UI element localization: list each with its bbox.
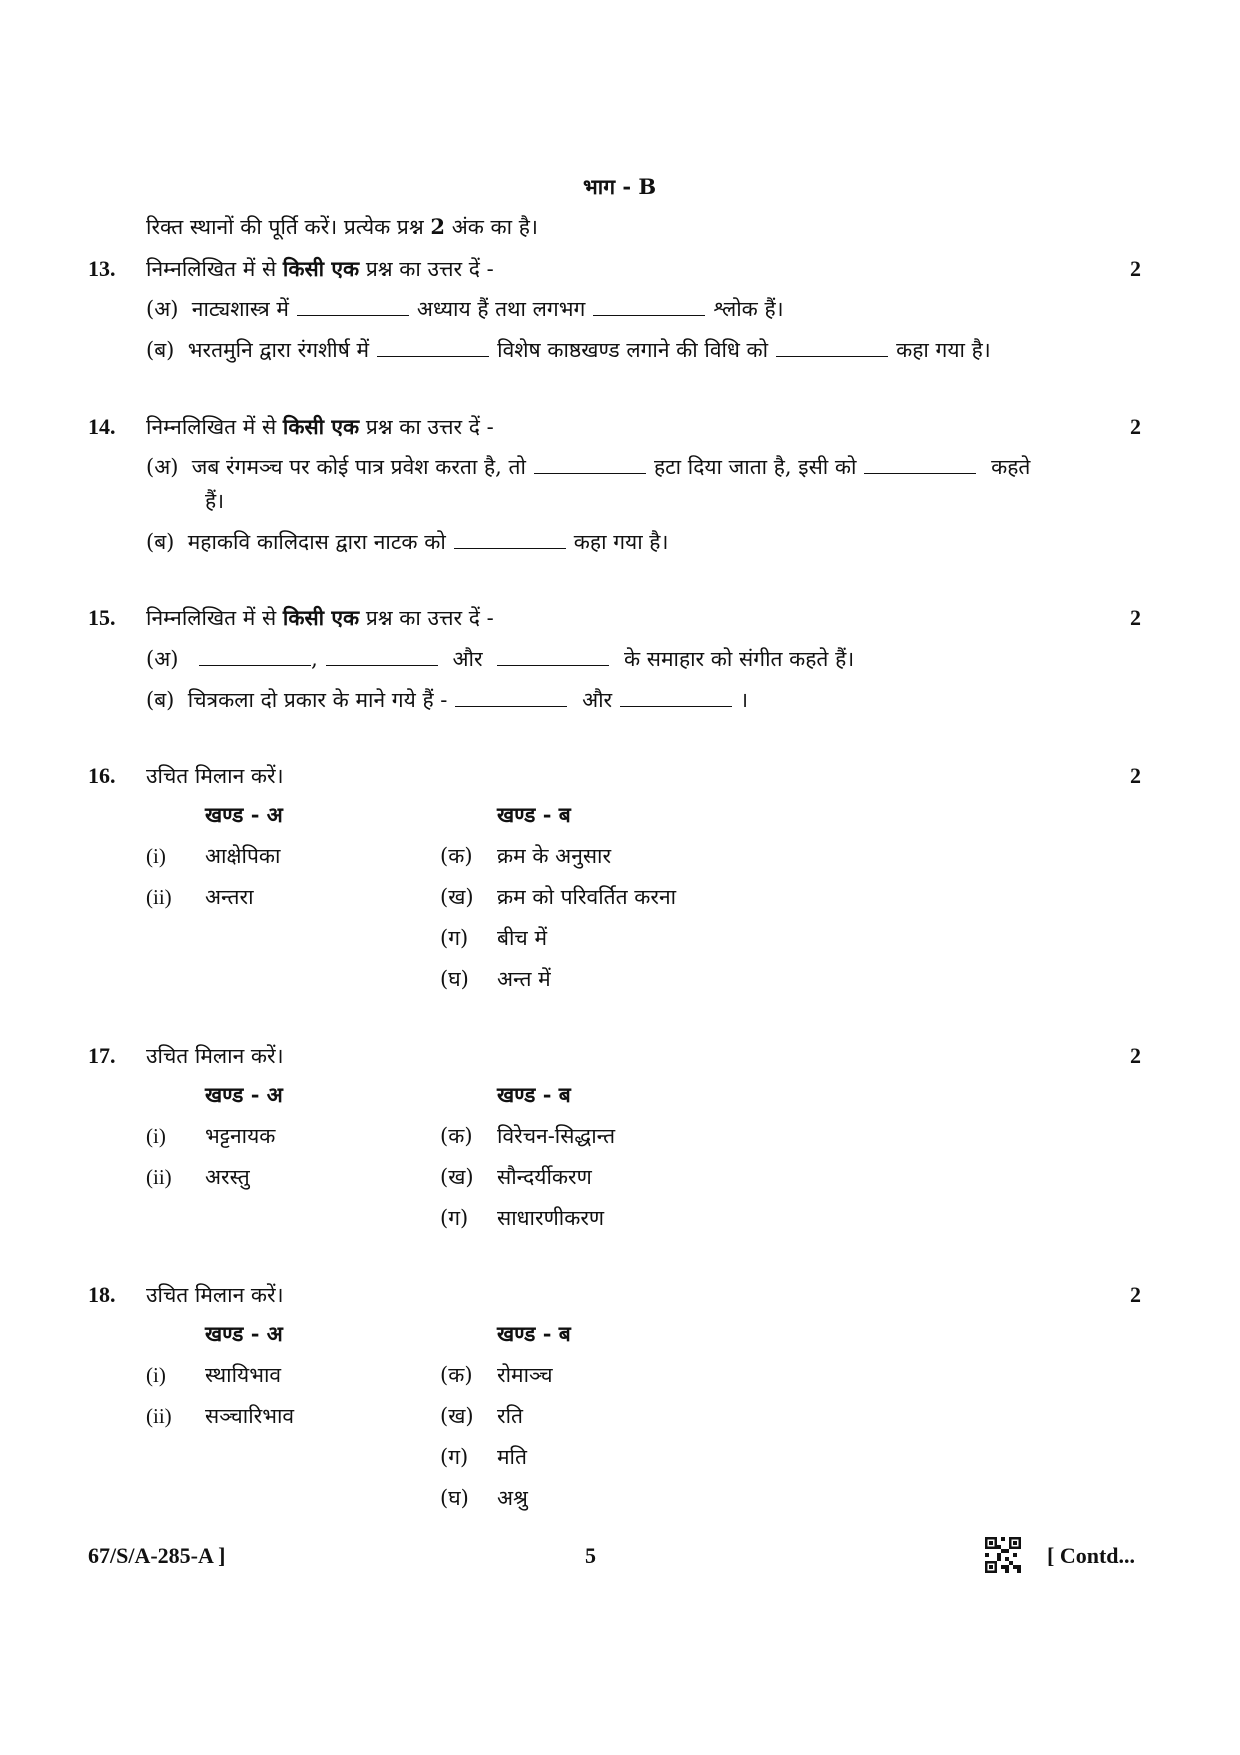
- question-number: 17.: [88, 1043, 116, 1068]
- answer-blank[interactable]: [534, 453, 646, 474]
- left-item: भट्टनायक: [205, 1124, 276, 1148]
- answer-blank[interactable]: [199, 645, 311, 666]
- answer-blank[interactable]: [454, 528, 566, 549]
- answer-blank[interactable]: [593, 295, 705, 316]
- left-item-number: (ii): [146, 1165, 172, 1189]
- left-item: आक्षेपिका: [205, 844, 281, 868]
- question-marks: 2: [1130, 1043, 1141, 1068]
- option-b: (ब) महाकवि कालिदास द्वारा नाटक को कहा गया है।: [146, 530, 669, 554]
- right-item-number: (घ): [440, 967, 469, 991]
- right-item: मति: [497, 1445, 527, 1469]
- instruction: रिक्त स्थानों की पूर्ति करें। प्रत्येक प्रश्न 2 अंक का है।: [146, 214, 538, 239]
- left-item: सञ्चारिभाव: [205, 1404, 295, 1428]
- left-item-number: (i): [146, 1363, 166, 1387]
- question-marks: 2: [1130, 256, 1141, 281]
- option-a: (अ) , और के समाहार को संगीत कहते हैं।: [146, 647, 855, 671]
- right-item: रति: [497, 1404, 523, 1428]
- question-marks: 2: [1130, 763, 1141, 788]
- left-item: स्थायिभाव: [205, 1363, 282, 1387]
- answer-blank[interactable]: [297, 295, 409, 316]
- question-marks: 2: [1130, 1282, 1141, 1307]
- question-number: 15.: [88, 605, 116, 630]
- page-number: 5: [585, 1543, 596, 1568]
- left-item-number: (i): [146, 844, 166, 868]
- right-item-number: (क): [440, 844, 473, 868]
- question-stem: निम्नलिखित में से किसी एक प्रश्न का उत्तर दें -: [146, 256, 494, 281]
- right-item: साधारणीकरण: [497, 1206, 605, 1230]
- question-number: 14.: [88, 414, 116, 439]
- option-a: (अ) नाट्यशास्त्र में अध्याय हैं तथा लगभग श्लोक हैं।: [146, 297, 784, 321]
- right-item: बीच में: [497, 926, 547, 950]
- answer-blank[interactable]: [864, 453, 976, 474]
- right-item: रोमाञ्च: [497, 1363, 553, 1387]
- column-b-header: खण्ड - ब: [497, 802, 571, 827]
- left-item: अरस्तु: [205, 1165, 250, 1189]
- right-item-number: (ख): [440, 885, 474, 909]
- option-a-continued: हैं।: [205, 489, 225, 513]
- left-item-number: (ii): [146, 1404, 172, 1428]
- right-item-number: (ख): [440, 1165, 474, 1189]
- paper-code: 67/S/A-285-A ]: [88, 1543, 226, 1568]
- right-item: क्रम के अनुसार: [497, 844, 612, 868]
- right-item: क्रम को परिवर्तित करना: [497, 885, 677, 909]
- right-item: अन्त में: [497, 967, 551, 991]
- column-b-header: खण्ड - ब: [497, 1082, 571, 1107]
- question-stem: उचित मिलान करें।: [146, 764, 284, 788]
- answer-blank[interactable]: [455, 686, 567, 707]
- column-a-header: खण्ड - अ: [205, 802, 283, 827]
- question-marks: 2: [1130, 605, 1141, 630]
- right-item: सौन्दर्यीकरण: [497, 1165, 592, 1189]
- left-item: अन्तरा: [205, 885, 254, 909]
- section-title: भाग - B: [583, 174, 657, 199]
- right-item: विरेचन-सिद्धान्त: [497, 1124, 616, 1148]
- answer-blank[interactable]: [377, 336, 489, 357]
- answer-blank[interactable]: [776, 336, 888, 357]
- answer-blank[interactable]: [497, 645, 609, 666]
- column-a-header: खण्ड - अ: [205, 1082, 283, 1107]
- question-number: 16.: [88, 763, 116, 788]
- column-b-header: खण्ड - ब: [497, 1321, 571, 1346]
- option-b: (ब) चित्रकला दो प्रकार के माने गये हैं - और ।: [146, 688, 749, 712]
- answer-blank[interactable]: [620, 686, 732, 707]
- right-item-number: (ग): [440, 1206, 469, 1230]
- continued-label: [ Contd...: [1047, 1543, 1136, 1568]
- answer-blank[interactable]: [326, 645, 438, 666]
- left-item-number: (i): [146, 1124, 166, 1148]
- qr-code-icon: [985, 1537, 1021, 1573]
- question-stem: उचित मिलान करें।: [146, 1044, 284, 1068]
- right-item-number: (ग): [440, 1445, 469, 1469]
- right-item-number: (घ): [440, 1486, 469, 1510]
- right-item: अश्रु: [497, 1486, 528, 1510]
- question-stem: उचित मिलान करें।: [146, 1283, 284, 1307]
- column-a-header: खण्ड - अ: [205, 1321, 283, 1346]
- option-b: (ब) भरतमुनि द्वारा रंगशीर्ष में विशेष काष्ठखण्ड लगाने की विधि को कहा गया है।: [146, 338, 991, 362]
- right-item-number: (क): [440, 1363, 473, 1387]
- question-stem: निम्नलिखित में से किसी एक प्रश्न का उत्तर दें -: [146, 605, 494, 630]
- option-a: (अ) जब रंगमञ्च पर कोई पात्र प्रवेश करता है, तो हटा दिया जाता है, इसी को कहते: [146, 455, 1031, 479]
- right-item-number: (ख): [440, 1404, 474, 1428]
- question-number: 13.: [88, 256, 116, 281]
- question-marks: 2: [1130, 414, 1141, 439]
- right-item-number: (क): [440, 1124, 473, 1148]
- left-item-number: (ii): [146, 885, 172, 909]
- question-number: 18.: [88, 1282, 116, 1307]
- right-item-number: (ग): [440, 926, 469, 950]
- question-stem: निम्नलिखित में से किसी एक प्रश्न का उत्तर दें -: [146, 414, 494, 439]
